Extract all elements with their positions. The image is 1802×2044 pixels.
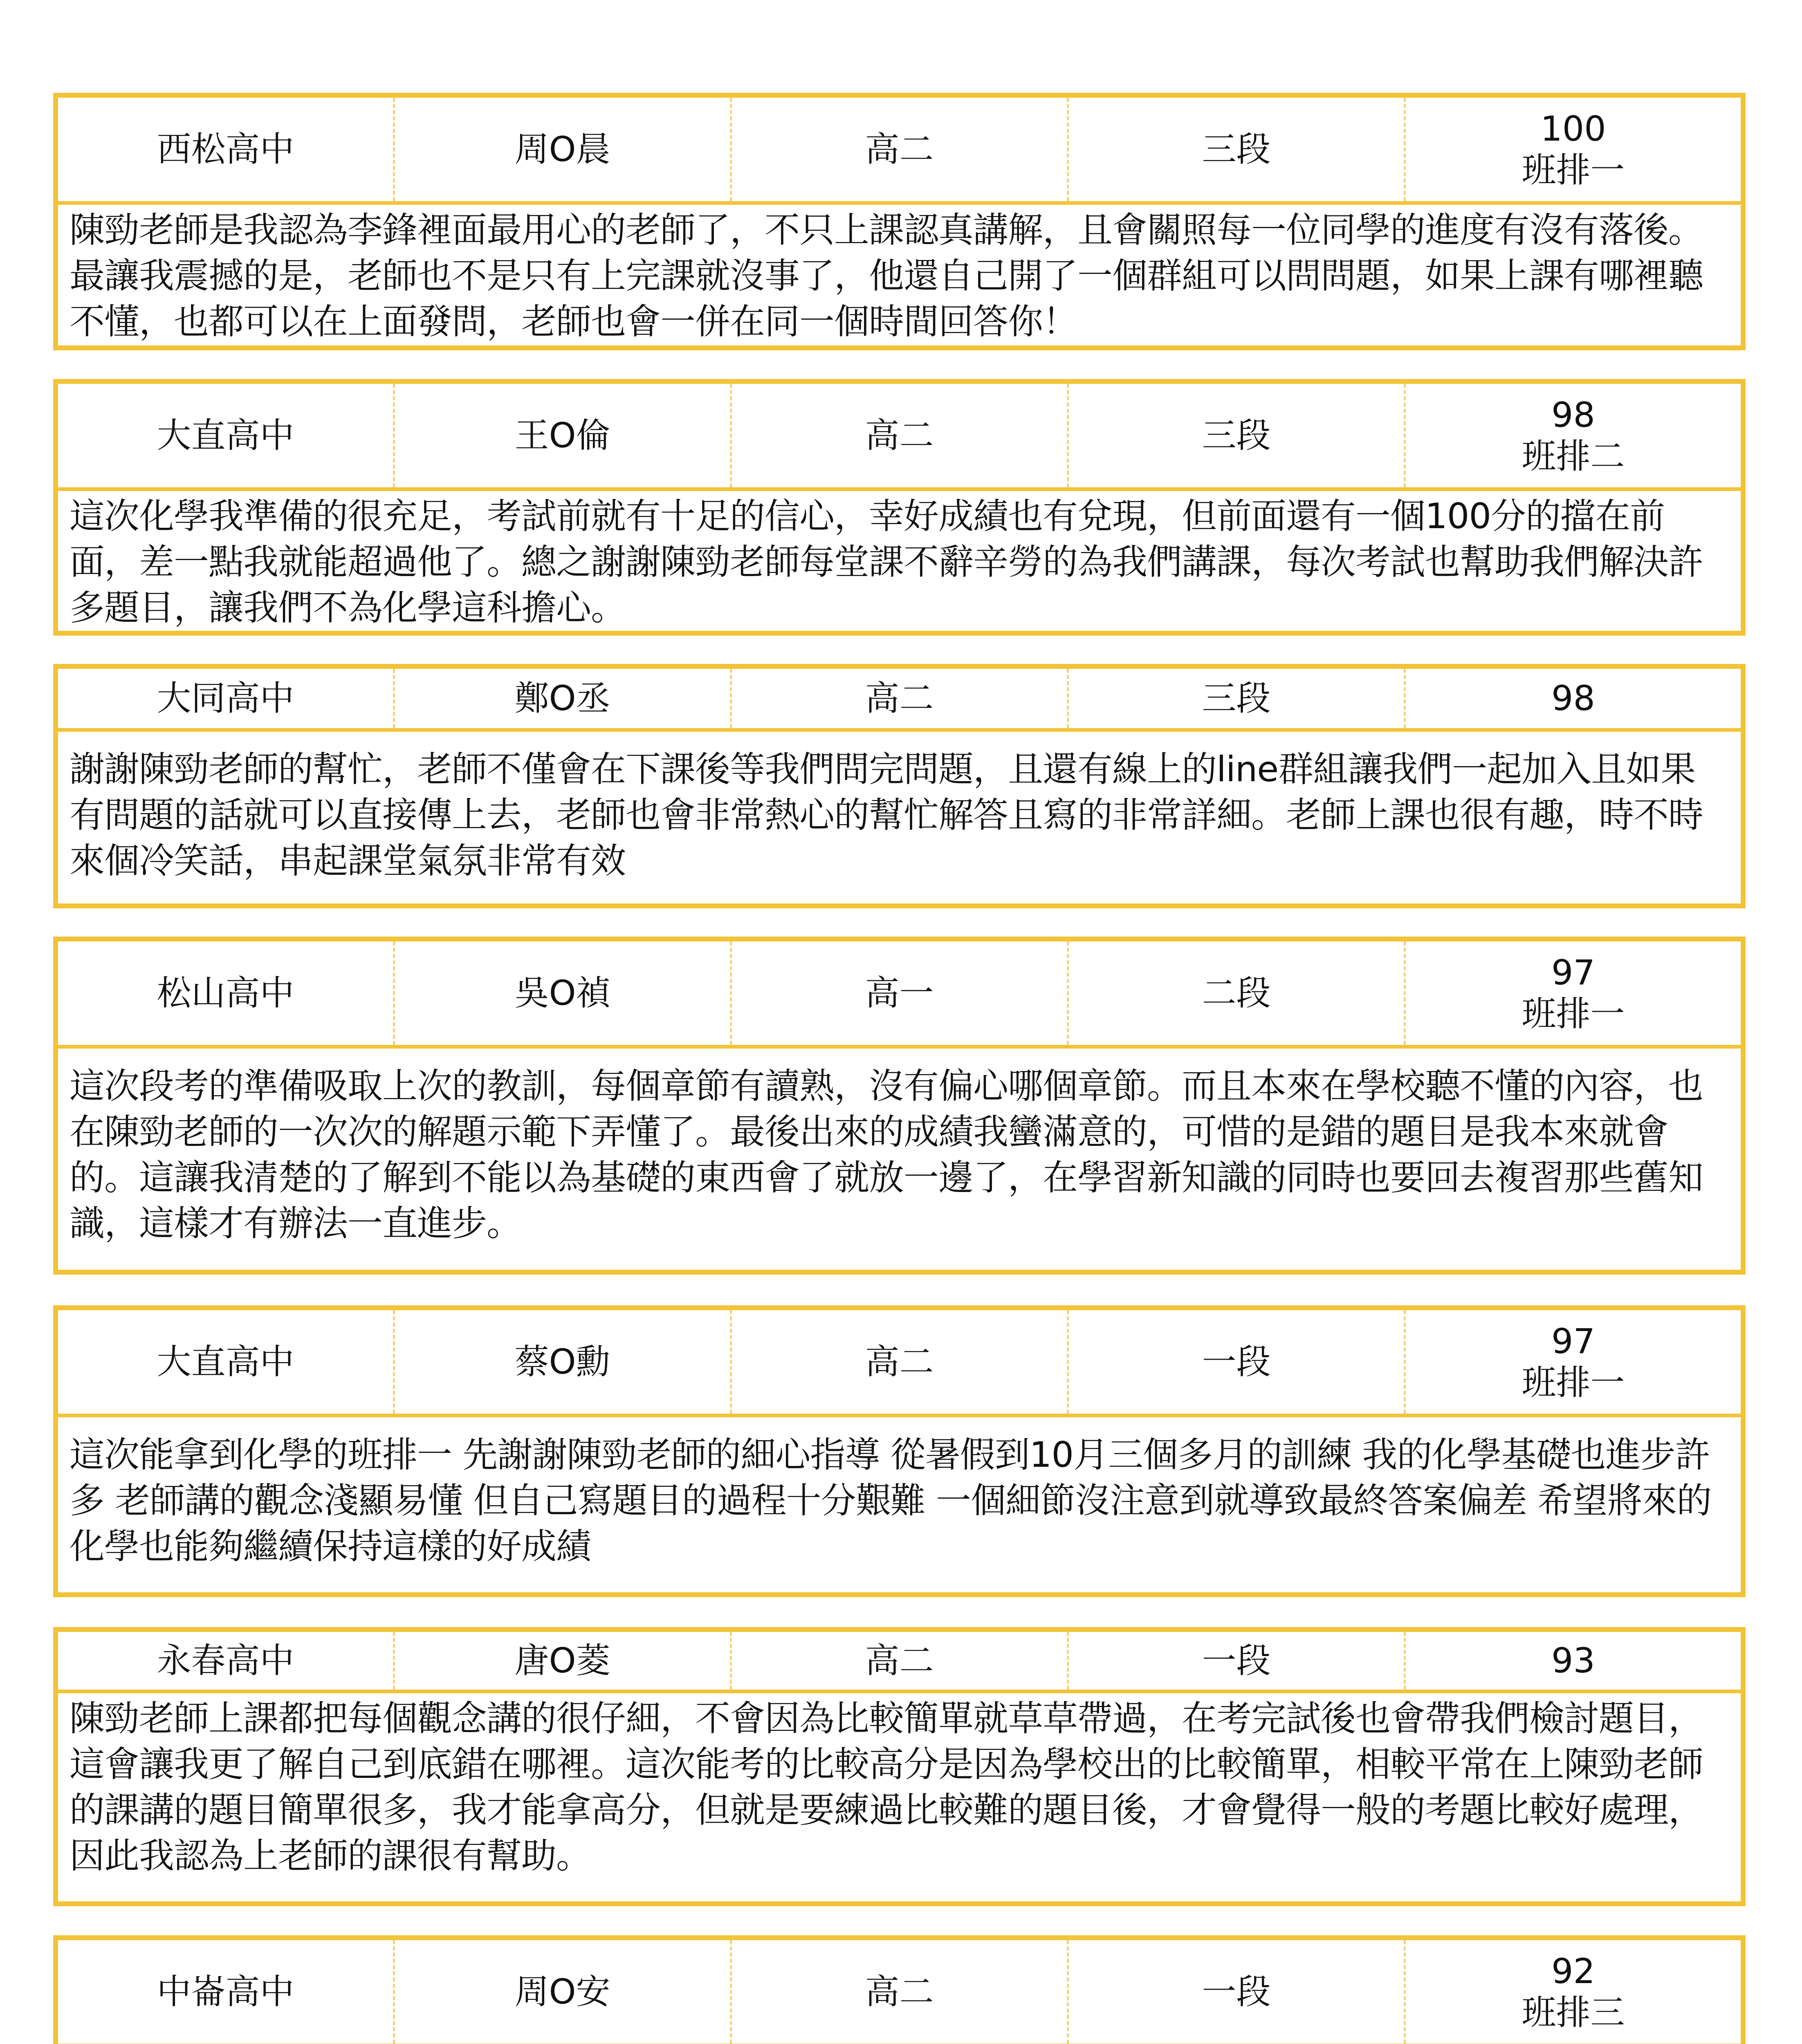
testimonial-text: 這次段考的準備吸取上次的教訓，每個章節有讀熟，沒有偏心哪個章節。而且本來在學校聽不懂的內容，也在陳勁老師的一次次的解題示範下弄懂了。最後出來的成績我蠻滿意的，可惜的是錯的題目是我本來就會的。這讓我清楚的了解到不能以為基礎的東西會了就放一邊了，在學習新知識的同時也要回去複習那些舊知識，這樣才有辦法一直進步。	[70, 1066, 1703, 1244]
school-cell	[58, 1310, 395, 1414]
school-cell	[58, 98, 395, 201]
class-rank: 班排一	[1521, 993, 1625, 1034]
grade-cell	[732, 1310, 1069, 1414]
student-cell	[395, 384, 732, 487]
score-value: 100	[1540, 108, 1606, 149]
student-name: 唐O菱	[514, 1641, 610, 1681]
school-name: 大同高中	[157, 678, 294, 719]
student-name: 鄭O丞	[514, 678, 610, 719]
testimonial-text: 這次化學我準備的很充足，考試前就有十足的信心，幸好成績也有兌現，但前面還有一個100分的擋在前面，差一點我就能超過他了。總之謝謝陳勁老師每堂課不辭辛勞的為我們講課，每次考試也幫助我們解決許多題目，讓我們不為化學這科擔心。	[70, 496, 1703, 628]
testimonial-card	[53, 379, 1746, 636]
score-cell	[1406, 384, 1741, 487]
term-cell	[1069, 384, 1406, 487]
card-header-row	[58, 669, 1741, 732]
card-header-row	[58, 384, 1741, 491]
exam-term: 二段	[1202, 973, 1271, 1013]
class-rank: 班排一	[1521, 1362, 1625, 1403]
term-cell	[1069, 669, 1406, 728]
card-header-row	[58, 98, 1741, 205]
exam-term: 三段	[1202, 129, 1271, 170]
school-cell	[58, 941, 395, 1045]
score-cell	[1406, 669, 1741, 728]
grade-cell	[732, 1940, 1069, 2044]
grade-cell	[732, 384, 1069, 487]
card-header-row	[58, 941, 1741, 1049]
testimonial-card	[53, 664, 1746, 908]
testimonial-text: 這次能拿到化學的班排一 先謝謝陳勁老師的細心指導 從暑假到10月三個多月的訓練 我的化學基礎也進步許多 老師講的觀念淺顯易懂 但自己寫題目的過程十分艱難 一個細節沒注意到就導致最終答案偏差 希望將來的化學也能夠繼續保持這樣的好成績	[70, 1434, 1712, 1567]
school-cell	[58, 1940, 395, 2044]
student-cell	[395, 941, 732, 1045]
score-value: 92	[1551, 1951, 1595, 1991]
school-name: 松山高中	[157, 973, 294, 1013]
card-header-row	[58, 1940, 1741, 2044]
testimonial-card	[53, 1627, 1746, 1906]
score-value: 97	[1551, 1321, 1595, 1361]
term-cell	[1069, 1632, 1406, 1690]
school-cell	[58, 1632, 395, 1690]
term-cell	[1069, 98, 1406, 201]
testimonial-card	[53, 1305, 1746, 1597]
student-name: 周O安	[514, 1972, 610, 2012]
exam-term: 一段	[1202, 1972, 1271, 2012]
class-rank: 班排三	[1521, 1992, 1625, 2033]
score-value: 98	[1551, 394, 1595, 435]
class-rank: 班排一	[1521, 150, 1625, 190]
score-cell	[1406, 1940, 1741, 2044]
testimonial-card	[53, 1935, 1746, 2044]
term-cell	[1069, 941, 1406, 1045]
student-cell	[395, 1940, 732, 2044]
student-name: 吳O禎	[514, 973, 610, 1013]
grade-level: 高二	[865, 1342, 934, 1382]
grade-level: 高一	[865, 973, 934, 1013]
class-rank: 班排二	[1521, 436, 1625, 476]
score-cell	[1406, 98, 1741, 201]
grade-cell	[732, 98, 1069, 201]
exam-term: 三段	[1202, 415, 1271, 456]
grade-cell	[732, 941, 1069, 1045]
school-cell	[58, 669, 395, 728]
card-header-row	[58, 1310, 1741, 1417]
score-cell	[1406, 941, 1741, 1045]
testimonial-text: 謝謝陳勁老師的幫忙，老師不僅會在下課後等我們問完問題，且還有線上的line群組讓我們一起加入且如果有問題的話就可以直接傳上去，老師也會非常熱心的幫忙解答且寫的非常詳細。老師上課也很有趣，時不時來個冷笑話，串起課堂氣氛非常有效	[70, 749, 1703, 881]
term-cell	[1069, 1310, 1406, 1414]
exam-term: 一段	[1202, 1342, 1271, 1382]
student-cell	[395, 669, 732, 728]
grade-cell	[732, 669, 1069, 728]
student-name: 王O倫	[514, 415, 610, 456]
school-name: 西松高中	[157, 129, 294, 170]
score-value: 97	[1551, 952, 1595, 993]
term-cell	[1069, 1940, 1406, 2044]
student-name: 周O晨	[514, 129, 610, 170]
school-name: 大直高中	[157, 415, 294, 456]
school-name: 永春高中	[157, 1641, 294, 1681]
grade-level: 高二	[865, 129, 934, 170]
school-name: 大直高中	[157, 1342, 294, 1382]
school-name: 中崙高中	[157, 1972, 294, 2012]
score-value: 98	[1551, 678, 1595, 719]
grade-level: 高二	[865, 1641, 934, 1681]
student-name: 蔡O勳	[514, 1342, 610, 1382]
card-header-row	[58, 1632, 1741, 1693]
score-value: 93	[1551, 1641, 1595, 1681]
student-cell	[395, 98, 732, 201]
score-cell	[1406, 1310, 1741, 1414]
school-cell	[58, 384, 395, 487]
grade-level: 高二	[865, 415, 934, 456]
testimonial-card	[53, 937, 1746, 1275]
testimonial-card	[53, 93, 1746, 350]
student-cell	[395, 1310, 732, 1414]
testimonial-text: 陳勁老師是我認為李鋒裡面最用心的老師了，不只上課認真講解，且會關照每一位同學的進度有沒有落後。最讓我震撼的是，老師也不是只有上完課就沒事了，他還自己開了一個群組可以問問題，如果上課有哪裡聽不懂，也都可以在上面發問，老師也會一併在同一個時間回答你！	[70, 210, 1703, 342]
grade-level: 高二	[865, 1972, 934, 2012]
grade-cell	[732, 1632, 1069, 1690]
grade-level: 高二	[865, 678, 934, 719]
student-cell	[395, 1632, 732, 1690]
testimonial-text: 陳勁老師上課都把每個觀念講的很仔細，不會因為比較簡單就草草帶過，在考完試後也會帶我們檢討題目，這會讓我更了解自己到底錯在哪裡。這次能考的比較高分是因為學校出的比較簡單，相較平常在上陳勁老師的課講的題目簡單很多，我才能拿高分，但就是要練過比較難的題目後，才會覺得一般的考題比較好處理，因此我認為上老師的課很有幫助。	[70, 1698, 1703, 1876]
exam-term: 三段	[1202, 678, 1271, 719]
exam-term: 一段	[1202, 1641, 1271, 1681]
score-cell	[1406, 1632, 1741, 1690]
